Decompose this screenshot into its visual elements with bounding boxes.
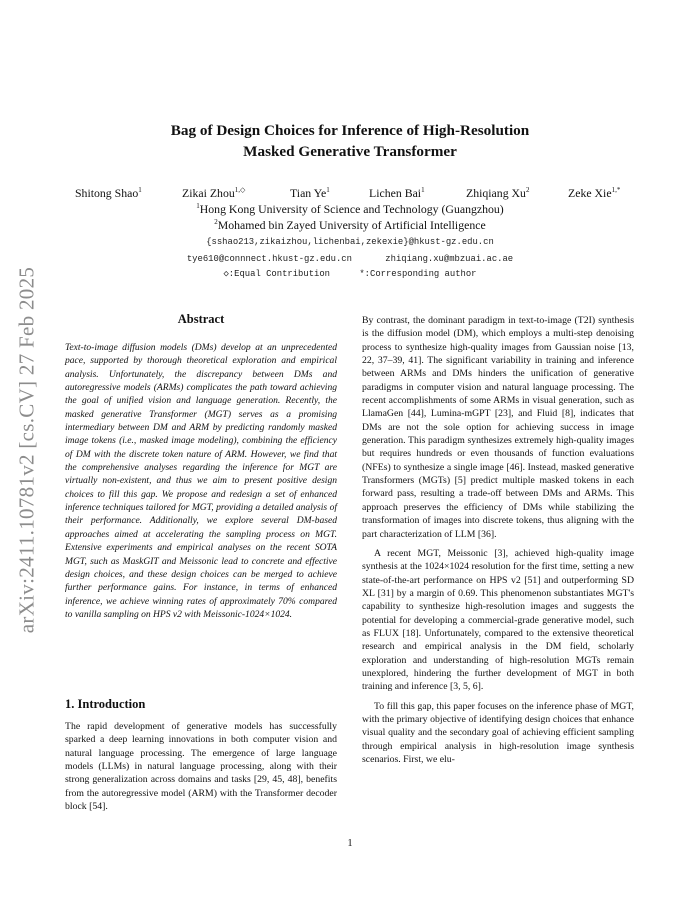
paper-title [100,120,600,162]
author-name: Tian Ye [290,186,327,200]
title-line-1: Bag of Design Choices for Inference of High-Resolution [170,122,530,139]
abstract-heading: Abstract [177,312,225,326]
author-mark: 1 [421,186,425,195]
author-name: Zhiqiang Xu [466,186,526,200]
corresponding-author-note: *:Corresponding author [359,269,477,279]
email-line [110,254,590,264]
author-mark: 1 [138,186,142,195]
email: tye610@connnect.hkust-gz.edu.cn [186,254,352,264]
email: zhiqiang.xu@mbzuai.ac.ae [385,254,514,264]
affiliation-text: Hong Kong University of Science and Technology (Guangzhou) [199,202,504,216]
author-mark: 1 [326,186,330,195]
arxiv-stamp [14,240,40,660]
affiliation [100,202,600,217]
intro-paragraph: The rapid development of generative models has successfully sparked a deep learning innovations in both computer vision and natural language processing. The emergence of large language models (LLMs) in natural language processing, along with their strong generalization across domains and tasks [29, 45, 48], benefits from the autoregressive model (ARM) with the Transformer decoder block [54]. [65,721,337,813]
arxiv-id: arXiv:2411.10781v2 [cs.CV] 27 Feb 2025 [14,266,39,634]
author-name: Zikai Zhou [182,186,235,200]
author-mark: 1,* [611,186,621,195]
body-paragraph: To fill this gap, this paper focuses on the inference phase of MGT, with the primary objective of identifying design choices that enhance visual quality and the secondary goal of achieving efficient sampling through empirical analysis in high-resolution image synthesis scenarios. First, we elu- [362,700,634,765]
equal-contribution-note: ◇:Equal Contribution [223,269,331,279]
author-list [60,186,664,202]
author-name: Shitong Shao [75,186,139,200]
author [369,186,425,201]
author-mark: 2 [525,186,530,195]
right-column [362,314,634,772]
affiliation [100,218,600,233]
author-name: Zeke Xie [568,186,612,200]
author-mark: 1,◇ [234,186,246,195]
section-heading: 1. Introduction [65,697,146,711]
author [182,186,245,201]
affiliation-mark: 2 [214,218,218,227]
author [568,186,620,201]
author [75,186,142,201]
affiliation-text: Mohamed bin Zayed University of Artificial Intelligence [217,218,486,232]
author-name: Lichen Bai [369,186,422,200]
email-line: {sshao213,zikaizhou,lichenbai,zekexie}@hkust-gz.edu.cn [206,237,494,247]
body-paragraph: A recent MGT, Meissonic [3], achieved high-quality image synthesis at the 1024×1024 resolution for the first time, setting a new state-of-the-art performance on HPS v2 [51] and outperforming SD XL [31] by a margin of 0.69. This phenomenon substantiates MGT's capability to synthesize high-resolution images and suggests the potential for developing a commercial-grade generative model, such as FLUX [18]. Unfortunately, compared to the extensive theoretical research and empirical analysis in the DM field, scholarly exploration and understanding of high-resolution MGTs remain unexplored, hindering the further development of MGT in both training and inference [3, 5, 6]. [362,547,634,693]
contribution-notes [110,269,590,279]
title-line-2: Masked Generative Transformer [243,143,457,160]
author [290,186,330,201]
page-number: 1 [347,838,353,849]
affiliation-mark: 1 [196,202,200,211]
body-paragraph: By contrast, the dominant paradigm in text-to-image (T2I) synthesis is the diffusion model (DM), which employs a multi-step denoising process to synthesize high-quality images from Gaussian noise [13, 22, 37–39, 41]. The significant variability in training and inference between ARMs and DMs hinders the unification of generative paradigms in computer vision and natural language processing. The recent accomplishments of some ARMs in visual generation, such as LlamaGen [44], Lumina-mGPT [23], and Fluid [8], indicates that DMs are not the sole option for achieving success in image generation. This paradigm synthesizes extremely high-quality images but requires hundreds or even thousands of function evaluations (NFEs) to synthesize a single image [46]. Instead, masked generative Transformers (MGTs) [5] predict multiple masked tokens in each forward pass, resulting a trade-off between DMs and ARMs. This approach preserves the efficiency of DMs while stabilizing the transformation of images into discrete tokens, thus aligning with the part characterization of LLM [36]. [362,315,634,540]
author [466,186,529,201]
abstract-text: Text-to-image diffusion models (DMs) develop at an unprecedented pace, supported by thorough theoretical exploration and empirical analysis. Unfortunately, the discrepancy between DMs and autoregressive models (ARMs) complicates the path toward achieving the goal of unified vision and language generation. Recently, the masked generative Transformer (MGT) serves as a promising intermediary between DM and ARM by predicting randomly masked image tokens (i.e., masked image modeling), combining the efficiency of DM with the discrete token nature of ARM. However, we find that the comprehensive analyses regarding the inference for MGT are virtually non-existent, and thus we aim to present positive design choices to fill this gap. We propose and redesign a set of enhanced inference techniques tailored for MGT, providing a detailed analysis of their performance. Additionally, we explore several DM-based approaches aimed at accelerating the sampling process on MGT. Extensive experiments and empirical analyses on the recent SOTA MGT, such as MaskGIT and Meissonic lead to concrete and effective design choices, and these design choices can be merged to achieve further performance gains. For instance, in terms of enhanced inference, we achieve winning rates of approximately 70% compared to vanilla sampling on HPS v2 with Meissonic-1024×1024. [65,342,337,620]
